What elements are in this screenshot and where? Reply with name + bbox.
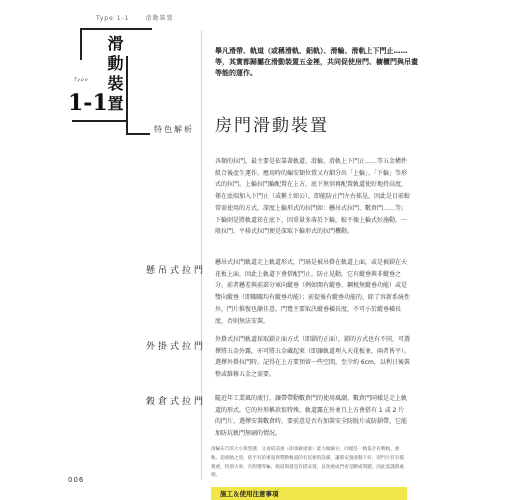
body-paragraph: 外掛式拉門軌道採取鎖正面方式（即鎖的正面），鎖的方式也有不同，可選擇將五金外露，亦可將五金藏起來（即讓軌道埋入天花板並，兩者皆平）。選擇外掛拉門時，記得在上方要預留一些空間，至少約 6cm，以利日後裝整或維修五金之需要。 xyxy=(215,336,411,379)
frame-line xyxy=(126,133,150,135)
frame-line xyxy=(80,28,82,60)
frame-line xyxy=(126,120,128,134)
frame-line xyxy=(126,56,128,122)
footnote-text: 滑輪布吉的大小與型態，又再依前重（即承載重量）能力做細分，同樣是一軌依介有輕軌、重軌、超重軌之別，依至有的重量與帶動軌道的有沉密的設備，讓將安置滑動下好，即門片有有擋實重，特別大車，在附選等輪，軌道與就是有搭安裝，以免被成門看是斷或問題，因此需謹慎處理。 xyxy=(211,447,404,479)
column-divider xyxy=(201,30,202,480)
type-small-label: Type xyxy=(74,78,89,83)
body-paragraph: 隨近年工業風的流行，讓帶帶動數倉門的使用風潮，數倉門同樣是走上軌道的形式，它的外形稱款很特殊，軌道露在外並且上方會搭有 1 或 2 片的門片，選擇安裝數倉時，要前意是否有加裝安全防脫片或防鎖帶，它能加防坑軌門無刷的情況。 xyxy=(215,395,408,438)
page-number: 006 xyxy=(68,476,85,484)
vertical-chapter-title: 滑動裝置 xyxy=(105,35,124,115)
intro-text: 舉凡滑帶、軌道（或稱滑軌、鋁軌）、滑輪、滑軌上下門止……等，其實都歸屬在滑動裝置五金裡，共同促使房門、櫥櫃門與吊畫等能的運作。 xyxy=(215,47,418,77)
tips-heading-bar xyxy=(211,487,407,500)
side-heading: 外掛式拉門 xyxy=(146,342,207,352)
chapter-number: 1-1 xyxy=(68,90,108,116)
page-title: 房門滑動裝置 xyxy=(215,116,329,136)
body-paragraph: 各類的拉門，最主要是依靠著軌道、滑輪、滑軌上下門止……等五金構件組合後產生運作，應用時的編安類位置又有細分出「上輪」、「下輪」等形式的拉門。上輪拉門輪配置在上方，底下無須再配置軌道使好地持高度，僅在底端加入下門止（或稱土如公），即能防止門左右搖晃，因此是目前較常需使用的方式。深度上輪形式的拉門如：懸吊式拉門、數倉門……等；下輪則是將軌道崁在底下，因重量多落於下輪，較不像上輪式好施動，一般拉門、平移式拉門便是深取下輪形式的拉門機動。 xyxy=(215,158,411,236)
side-heading: 穀倉式拉門 xyxy=(146,397,207,407)
tips-heading-label: 施工＆使用注意事項 xyxy=(220,490,279,498)
frame-line xyxy=(80,28,152,30)
running-header xyxy=(96,13,174,22)
header-type-label: Type 1-1 xyxy=(96,15,130,22)
frame-line xyxy=(72,120,128,122)
section-tag: 特色解析 xyxy=(154,125,194,134)
body-paragraph: 懸吊式拉門軌道走上軌道形式，門扇是被吊掛在軌道上面，或是被鎖在天花板上面，因此上軌道下會搭配門止，防止晃動。它有縱垂與非縱垂之分，前者懸差與前部分軍向縱垂（例如開有縱垂、鋼稅無縱垂功能）或是雙向縱垂（即關關均有縱垂功能）；前提後有縱垂功能的，除了容新系統性外，門片推復也漸佳意。門寬主要取決縱垂橫長度，不可小於縱垂橫長度，否則無法安裝。 xyxy=(215,259,411,325)
header-section: 滑動裝置 xyxy=(145,15,174,22)
side-heading: 懸吊式拉門 xyxy=(146,266,207,276)
